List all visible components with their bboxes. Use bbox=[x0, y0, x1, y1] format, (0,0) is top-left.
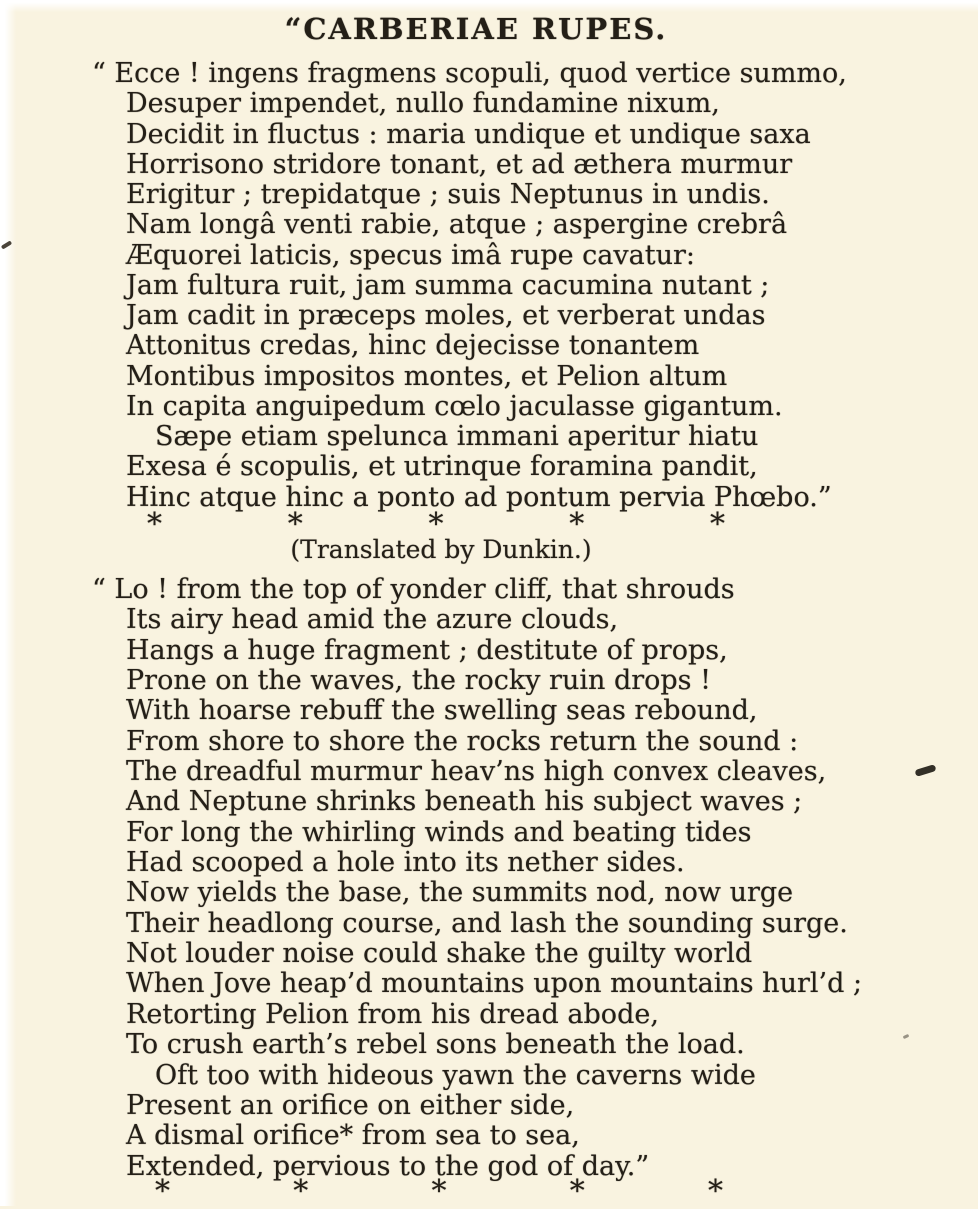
poem-line: Attonitus credas, hinc dejecisse tonantem bbox=[126, 330, 700, 362]
page-title: “CARBERIAE RUPES. bbox=[284, 12, 668, 46]
poem-line: Had scooped a hole into its nether sides. bbox=[126, 847, 685, 879]
asterisk-glyph: * bbox=[428, 507, 444, 542]
poem-line: Horrisono stridore tonant, et ad æthera murmur bbox=[126, 148, 793, 180]
asterisk-glyph: * bbox=[708, 1174, 723, 1209]
poem-line: Their headlong course, and lash the sounding surge. bbox=[126, 907, 848, 939]
asterisk-separator-bottom bbox=[155, 1174, 723, 1209]
page-top-edge bbox=[0, 0, 978, 12]
asterisk-glyph: * bbox=[569, 507, 585, 542]
poem-line: Oft too with hideous yawn the caverns wide bbox=[155, 1059, 756, 1091]
poem-line: Prone on the waves, the rocky ruin drops ! bbox=[126, 665, 711, 697]
ink-speck-right-margin bbox=[914, 764, 936, 777]
poem-line: Exesa é scopulis, et utrinque foramina pandit, bbox=[126, 451, 758, 483]
poem-line: Montibus impositos montes, et Pelion altum bbox=[126, 360, 728, 392]
poem-line: And Neptune shrinks beneath his subject waves ; bbox=[126, 786, 803, 818]
poem-line: Not louder noise could shake the guilty world bbox=[126, 938, 753, 970]
asterisk-glyph: * bbox=[569, 1174, 585, 1209]
poem-line: Decidit in fluctus : maria undique et undique saxa bbox=[126, 118, 811, 150]
ink-speck-right-small bbox=[903, 1034, 910, 1039]
poem-line: Extended, pervious to the god of day.” bbox=[126, 1150, 650, 1182]
poem-line: The dreadful murmur heav’ns high convex cleaves, bbox=[126, 756, 827, 788]
poem-line: Sæpe etiam spelunca immani aperitur hiatu bbox=[155, 421, 759, 452]
poem-line: Erigitur ; trepidatque ; suis Neptunus in undis. bbox=[126, 179, 770, 210]
latin-poem bbox=[92, 58, 847, 513]
poem-line: Nam longâ venti rabie, atque ; aspergine crebrâ bbox=[126, 209, 788, 241]
poem-line: A dismal orifice* from sea to sea, bbox=[126, 1120, 580, 1152]
poem-line: From shore to shore the rocks return the sound : bbox=[126, 725, 799, 757]
poem-line: Present an orifice on either side, bbox=[126, 1089, 575, 1121]
poem-line: Jam cadit in præceps moles, et verberat undas bbox=[126, 300, 766, 331]
poem-line: Hangs a huge fragment ; destitute of props, bbox=[126, 634, 728, 666]
poem-line: Retorting Pelion from his dread abode, bbox=[126, 998, 659, 1030]
asterisk-glyph: * bbox=[710, 507, 725, 542]
poem-line: With hoarse rebuff the swelling seas rebound, bbox=[126, 695, 758, 727]
poem-line: Hinc atque hinc a ponto ad pontum pervia Phœbo.” bbox=[126, 481, 832, 513]
poem-line: Its airy head amid the azure clouds, bbox=[126, 604, 619, 636]
poem-line: Now yields the base, the summits nod, now urge bbox=[126, 877, 794, 909]
poem-line: Jam fultura ruit, jam summa cacumina nutant ; bbox=[126, 269, 770, 301]
translation-attribution: (Translated by Dunkin.) bbox=[290, 535, 592, 564]
poem-line: To crush earth’s rebel sons beneath the load. bbox=[126, 1029, 745, 1061]
asterisk-glyph: * bbox=[293, 1174, 309, 1209]
poem-line: In capita anguipedum cœlo jaculasse gigantum. bbox=[126, 390, 783, 422]
poem-line: “ Ecce ! ingens fragmens scopuli, quod vertice summo, bbox=[92, 58, 847, 89]
poem-line: Desuper impendet, nullo fundamine nixum, bbox=[126, 88, 720, 120]
poem-line: For long the whirling winds and beating tides bbox=[126, 816, 752, 848]
asterisk-glyph: * bbox=[155, 1174, 170, 1209]
poem-line: When Jove heap’d mountains upon mountains hurl’d ; bbox=[126, 968, 863, 1000]
page-left-edge bbox=[0, 0, 16, 1206]
asterisk-glyph: * bbox=[147, 507, 162, 542]
poem-line: “ Lo ! from the top of yonder cliff, that shrouds bbox=[92, 574, 735, 605]
english-poem bbox=[92, 574, 863, 1182]
asterisk-glyph: * bbox=[431, 1174, 447, 1209]
poem-line: Æquorei laticis, specus imâ rupe cavatur: bbox=[126, 239, 695, 271]
asterisk-glyph: * bbox=[287, 507, 303, 542]
ink-speck-left-margin bbox=[1, 240, 12, 249]
